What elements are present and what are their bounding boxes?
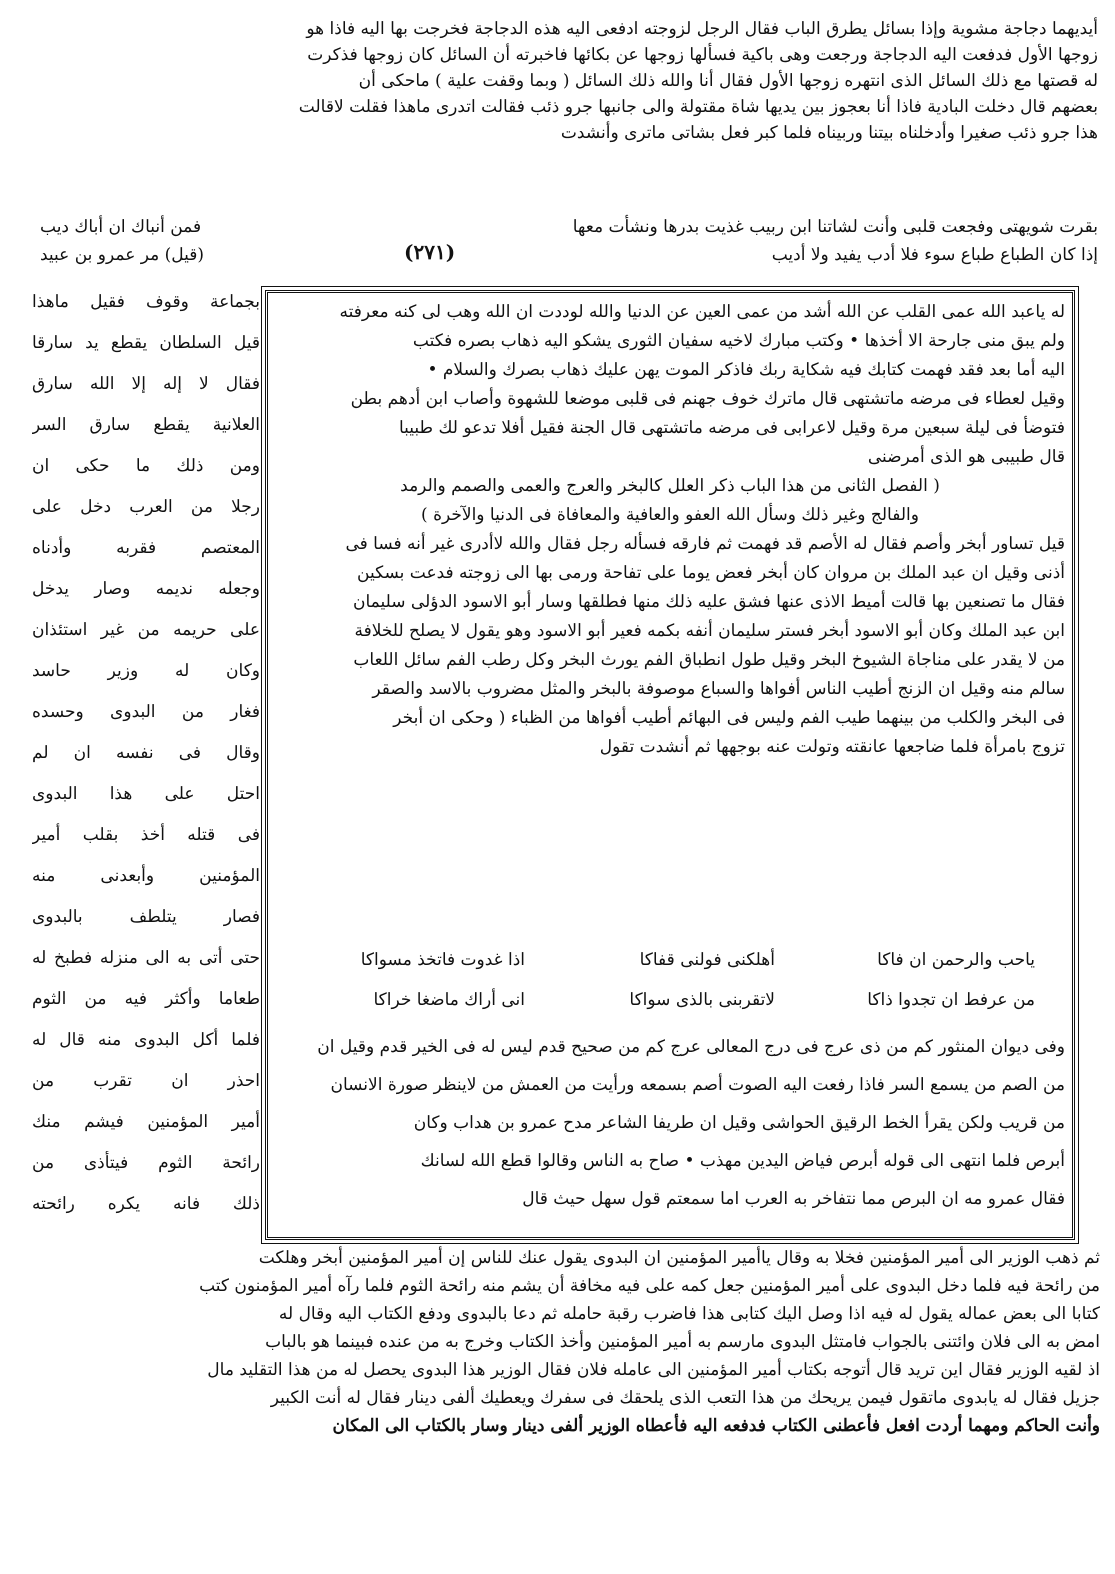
bottom-text-block: [30, 1244, 1100, 1440]
text-line: من قريب ولكن يقرأ الخط الرقيق الحواشى وقيل ان طريفا الشاعر مدح عمرو بن هداب وكان: [413, 1113, 1065, 1133]
text-line: قال طبيبى هو الذى أمرضنى: [867, 447, 1065, 467]
framed-text-end: [275, 1028, 1065, 1218]
text-line: أذنى وقيل ان عبد الملك بن مروان كان أبخر فعض يوما على تفاحة ورمى بها الى زوجته فدعت بسكين: [357, 563, 1065, 583]
text-line: كتابا الى بعض عماله يقول له فيه اذا وصل اليك كتابى هذا فاضرب رقبة حامله ثم دعا بالبدوى ودفع الكتاب اليه وقال له: [278, 1304, 1100, 1324]
text-line: امض به الى فلان وائتنى بالجواب فامتثل البدوى مارسم به أمير المؤمنين وأخذ الكتاب وخرج به من عنده فبينما هو بالباب: [265, 1332, 1100, 1352]
verse-hemistich: بقرت شويهتى وفجعت قلبى وأنت لشاتنا ابن ربيب غذيت بدرها ونشأت معها: [572, 217, 1098, 237]
framed-text: [275, 298, 1065, 762]
section-heading: ( الفصل الثانى من هذا الباب ذكر العلل كالبخر والعرج والعمى والصمم والرمد: [400, 476, 940, 496]
margin-line: احتل على هذا البدوى: [32, 784, 260, 804]
text-line: ابن عبد الملك وكان أبو الاسود أبخر فستر سليمان أنفه بكمه فعير أبو الاسود وهو يقول لا يصلح للخلافة: [354, 621, 1065, 641]
text-line: وفى ديوان المنثور كم من ذى عرج فى درج المعالى عرج كم من صحيح قدم ليس له فى الخير قدم وقيل ان: [317, 1037, 1065, 1057]
verse-hemistich: فمن أنباك ان أباك ديب: [40, 217, 202, 237]
text-line: اليه أما بعد فقد فهمت كتابك فيه شكاية ربك فاذكر الموت يهن عليك ذهاب بصرك والسلام •: [427, 360, 1065, 380]
section-heading: والفالج وغير ذلك وسأل الله العفو والعافية والمعافاة فى الدنيا والآخرة ): [421, 505, 919, 525]
text-line: ولم يبق منى جارحة الا أخذها • وكتب مبارك لاخيه سفيان الثورى يشكو اليه ذهاب بصره فكتب: [412, 331, 1065, 351]
text-line: له قصتها مع ذلك السائل الذى انتهره زوجها الأول فقال أنا والله ذلك السائل ( وبما وقفت علية ) ماحكى أن: [358, 71, 1098, 91]
poem-part: أهلكنى فولنى قفاكا: [639, 950, 775, 970]
poem-part: اذا غدوت فاتخذ مسواكا: [360, 950, 525, 970]
margin-line: العلانية يقطع سارق السر: [32, 415, 260, 435]
top-text-block: [40, 16, 1098, 146]
margin-line: أمير المؤمنين فيشم منك: [32, 1112, 260, 1132]
margin-line: وقال فى نفسه ان لم: [32, 743, 260, 763]
text-line: له ياعبد الله عمى القلب عن الله أشد من عمى العين عن الدنيا والله لوددت ان الله وهب لى كنه معرفته: [339, 302, 1065, 322]
margin-line: احذر ان تقرب من: [32, 1071, 260, 1091]
text-line: فتوضأ فى ليلة سبعين مرة وقيل لاعرابى فى مرضه ماتشتهى قال الجنة فقيل أفلا تدعو لك طبيبا: [398, 418, 1065, 438]
margin-line: (قيل) مر عمرو بن عبيد: [40, 245, 205, 265]
margin-line: طعاما وأكثر فيه من الثوم: [32, 989, 260, 1009]
text-line: فقال عمرو مه ان البرص مما نتفاخر به العرب اما سمعتم قول سهل حيث قال: [522, 1189, 1065, 1209]
margin-line: فصار يتلطف بالبدوى: [32, 907, 260, 927]
margin-line: قيل السلطان يقطع يد سارقا: [32, 333, 260, 353]
margin-line: ومن ذلك ما حكى ان: [32, 456, 260, 476]
text-line: فقال ما تصنعين بها قالت أميط الاذى عنها فشق عليه ذلك منها فطلقها وسار أبو الاسود الدؤلى سليمان: [353, 592, 1065, 612]
poem-part: انى أراك ماضغا خراكا: [373, 990, 525, 1010]
text-line: اذ لقيه الوزير فقال اين تريد قال أتوجه بكتاب أمير المؤمنين الى عامله فلان فقال الوزير هذا البدوى يحصل له من هذا التقليد مال: [207, 1360, 1100, 1380]
text-line: زوجها الأول فدفعت اليه الدجاجة ورجعت وهى باكية فسألها زوجها عن بكائها فاخبرته أن السائل كان زوجها فذكرت: [307, 45, 1098, 65]
margin-line: وجعله نديمه وصار يدخل: [32, 579, 260, 599]
text-line: أبرص فلما انتهى الى قوله أبرص فياض اليدين مهذب • صاح به الناس وقالوا قطع الله لسانك: [420, 1151, 1065, 1171]
margin-line: فقال لا إله إلا الله سارق: [32, 374, 260, 394]
margin-line: فى قتله أخذ بقلب أمير: [32, 825, 260, 845]
margin-line: رجلا من العرب دخل على: [32, 497, 260, 517]
verse-row: [40, 214, 1098, 240]
margin-line: المؤمنين وأبعدنى منه: [32, 866, 260, 886]
text-line: وقيل لعطاء فى مرضه ماتشتهى قال ماترك خوف جهنم فى قلبى موضعا للشهوة وأصاب ابن أدهم بطن: [350, 389, 1065, 409]
text-line: قيل تساور أبخر وأصم فقال له الأصم قد فهمت ثم فارقه فسأله رجل فقال والله لاأدرى غير أنه فسا فى: [345, 534, 1065, 554]
text-line: بعضهم قال دخلت البادية فاذا أنا بعجوز بين يديها شاة مقتولة والى جانبها جرو ذئب فقالت اتدرى ماهذا فقلت لاقالت: [298, 97, 1098, 117]
margin-line: ذلك فانه يكره رائحته: [32, 1194, 260, 1214]
text-line: وأنت الحاكم ومهما أردت افعل فأعطنى الكتاب فدفعه اليه فأعطاه الوزير ألفى دينار وسار بالكتاب الى المكان: [332, 1416, 1100, 1436]
margin-line: على حريمه من غير استئذان: [32, 620, 260, 640]
text-line: تزوج بامرأة فلما ضاجعها عانقته وتولت عنه بوجهها ثم أنشدت تقول: [599, 737, 1065, 757]
poem-row: [275, 985, 1065, 1015]
verse-hemistich: إذا كان الطباع طباع سوء فلا أدب يفيد ولا أديب: [771, 245, 1098, 265]
poem-row: [275, 945, 1065, 975]
margin-line: وكان له وزير حاسد: [32, 661, 260, 681]
text-line: هذا جرو ذئب صغيرا وأدخلناه بيتنا وربيناه فلما كبر فعل بشاتى ماترى وأنشدت: [560, 123, 1098, 143]
margin-line: فغار من البدوى وحسده: [32, 702, 260, 722]
text-line: جزيل فقال له يابدوى ماتقول فيمن يريحك من هذا التعب الذى يلحقك فى سفرك ويعطيك ألفى دينار فقال له أنت الكبير: [270, 1388, 1100, 1408]
page-number: (٢٧١): [404, 240, 456, 264]
poem-part: لاتقربنى بالذى سواكا: [629, 990, 775, 1010]
margin-line: فلما أكل البدوى منه قال له: [32, 1030, 260, 1050]
text-line: أيديهما دجاجة مشوية وإذا بسائل يطرق الباب فقال الرجل لزوجته ادفعى اليه هذه الدجاجة فخرجت بها اليه فاذا هو: [306, 19, 1098, 39]
verse-row: [40, 242, 1098, 268]
poem-part: ياحب والرحمن ان فاكا: [877, 950, 1035, 970]
margin-line: رائحة الثوم فيتأذى من: [32, 1153, 260, 1173]
margin-line: بجماعة وقوف فقيل ماهذا: [32, 292, 260, 312]
text-line: من رائحة فيه فلما دخل البدوى على أمير المؤمنين جعل كمه على فيه مخافة أن يشم منه رائحة الثوم فلما رآه أمير المؤمنون كتب: [199, 1276, 1100, 1296]
text-line: سالم منه وقيل ان الزنج أطيب الناس أفواها والسباع موصوفة بالبخر والمثل مضروب بالاسد والصقر: [372, 679, 1065, 699]
text-line: من لا يقدر على مناجاة الشيوخ البخر وقيل طول انطباق الفم يورث البخر وكل رطب الفم سائل اللعاب: [353, 650, 1065, 670]
text-line: من الصم من يسمع السر فاذا رفعت اليه الصوت أصم بسمعه ورأيت من العمش من لاينظر صورة الانسان: [330, 1075, 1065, 1095]
margin-line: حتى أتى به الى منزله فطبخ له: [32, 948, 260, 968]
text-line: ثم ذهب الوزير الى أمير المؤمنين فخلا به وقال ياأمير المؤمنين ان البدوى يقول عنك للناس إن أمير المؤمنين أبخر وهلكت: [258, 1248, 1100, 1268]
text-line: فى البخر والكلب من بينهما طيب الفم وليس فى البهائم أطيب أفواها من الظباء ( وحكى ان أبخر: [393, 708, 1065, 728]
poem-part: من عرفط ان تجدوا ذاكا: [867, 990, 1035, 1010]
margin-line: المعتصم فقربه وأدناه: [32, 538, 260, 558]
